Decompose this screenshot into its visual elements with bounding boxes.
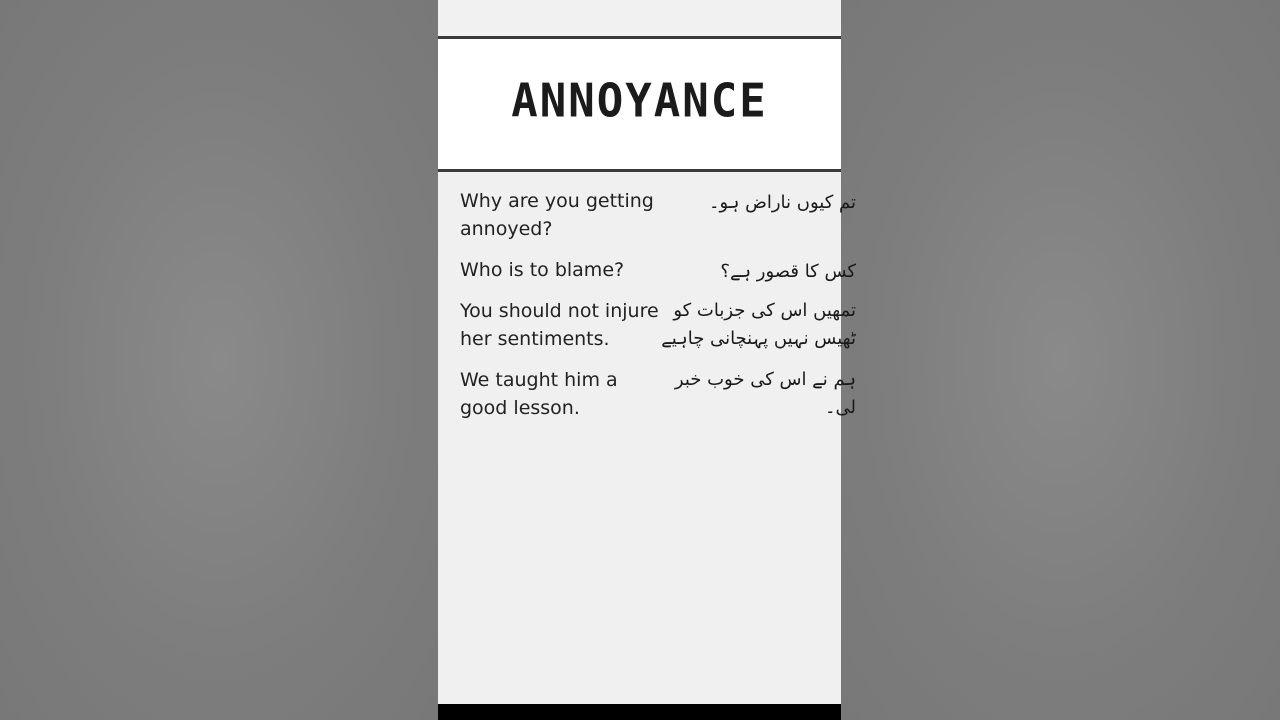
- urdu-phrase: تمھیں اس کی جزبات کو ٹھیس نہیں پہنچانی چاہیے: [661, 300, 856, 349]
- english-phrase: You should not injure her sentiments.: [460, 300, 659, 350]
- english-phrase: Why are you getting annoyed?: [460, 190, 654, 240]
- content-panel: [438, 0, 856, 720]
- urdu-phrase: ہم نے اس کی خوب خبر لی۔: [674, 369, 856, 418]
- left-backdrop: [0, 0, 438, 720]
- top-strip: [438, 0, 841, 36]
- urdu-phrase: کس کا قصور ہے؟: [720, 261, 856, 282]
- title-card: [438, 36, 841, 172]
- english-phrase: Who is to blame?: [460, 259, 625, 281]
- urdu-phrase: تم کیوں ناراض ہو۔: [708, 192, 856, 213]
- right-backdrop: [841, 0, 1280, 720]
- english-phrase: We taught him a good lesson.: [460, 369, 618, 419]
- bottom-bar: [438, 704, 841, 720]
- page-title: ANNOYANCE: [511, 74, 768, 128]
